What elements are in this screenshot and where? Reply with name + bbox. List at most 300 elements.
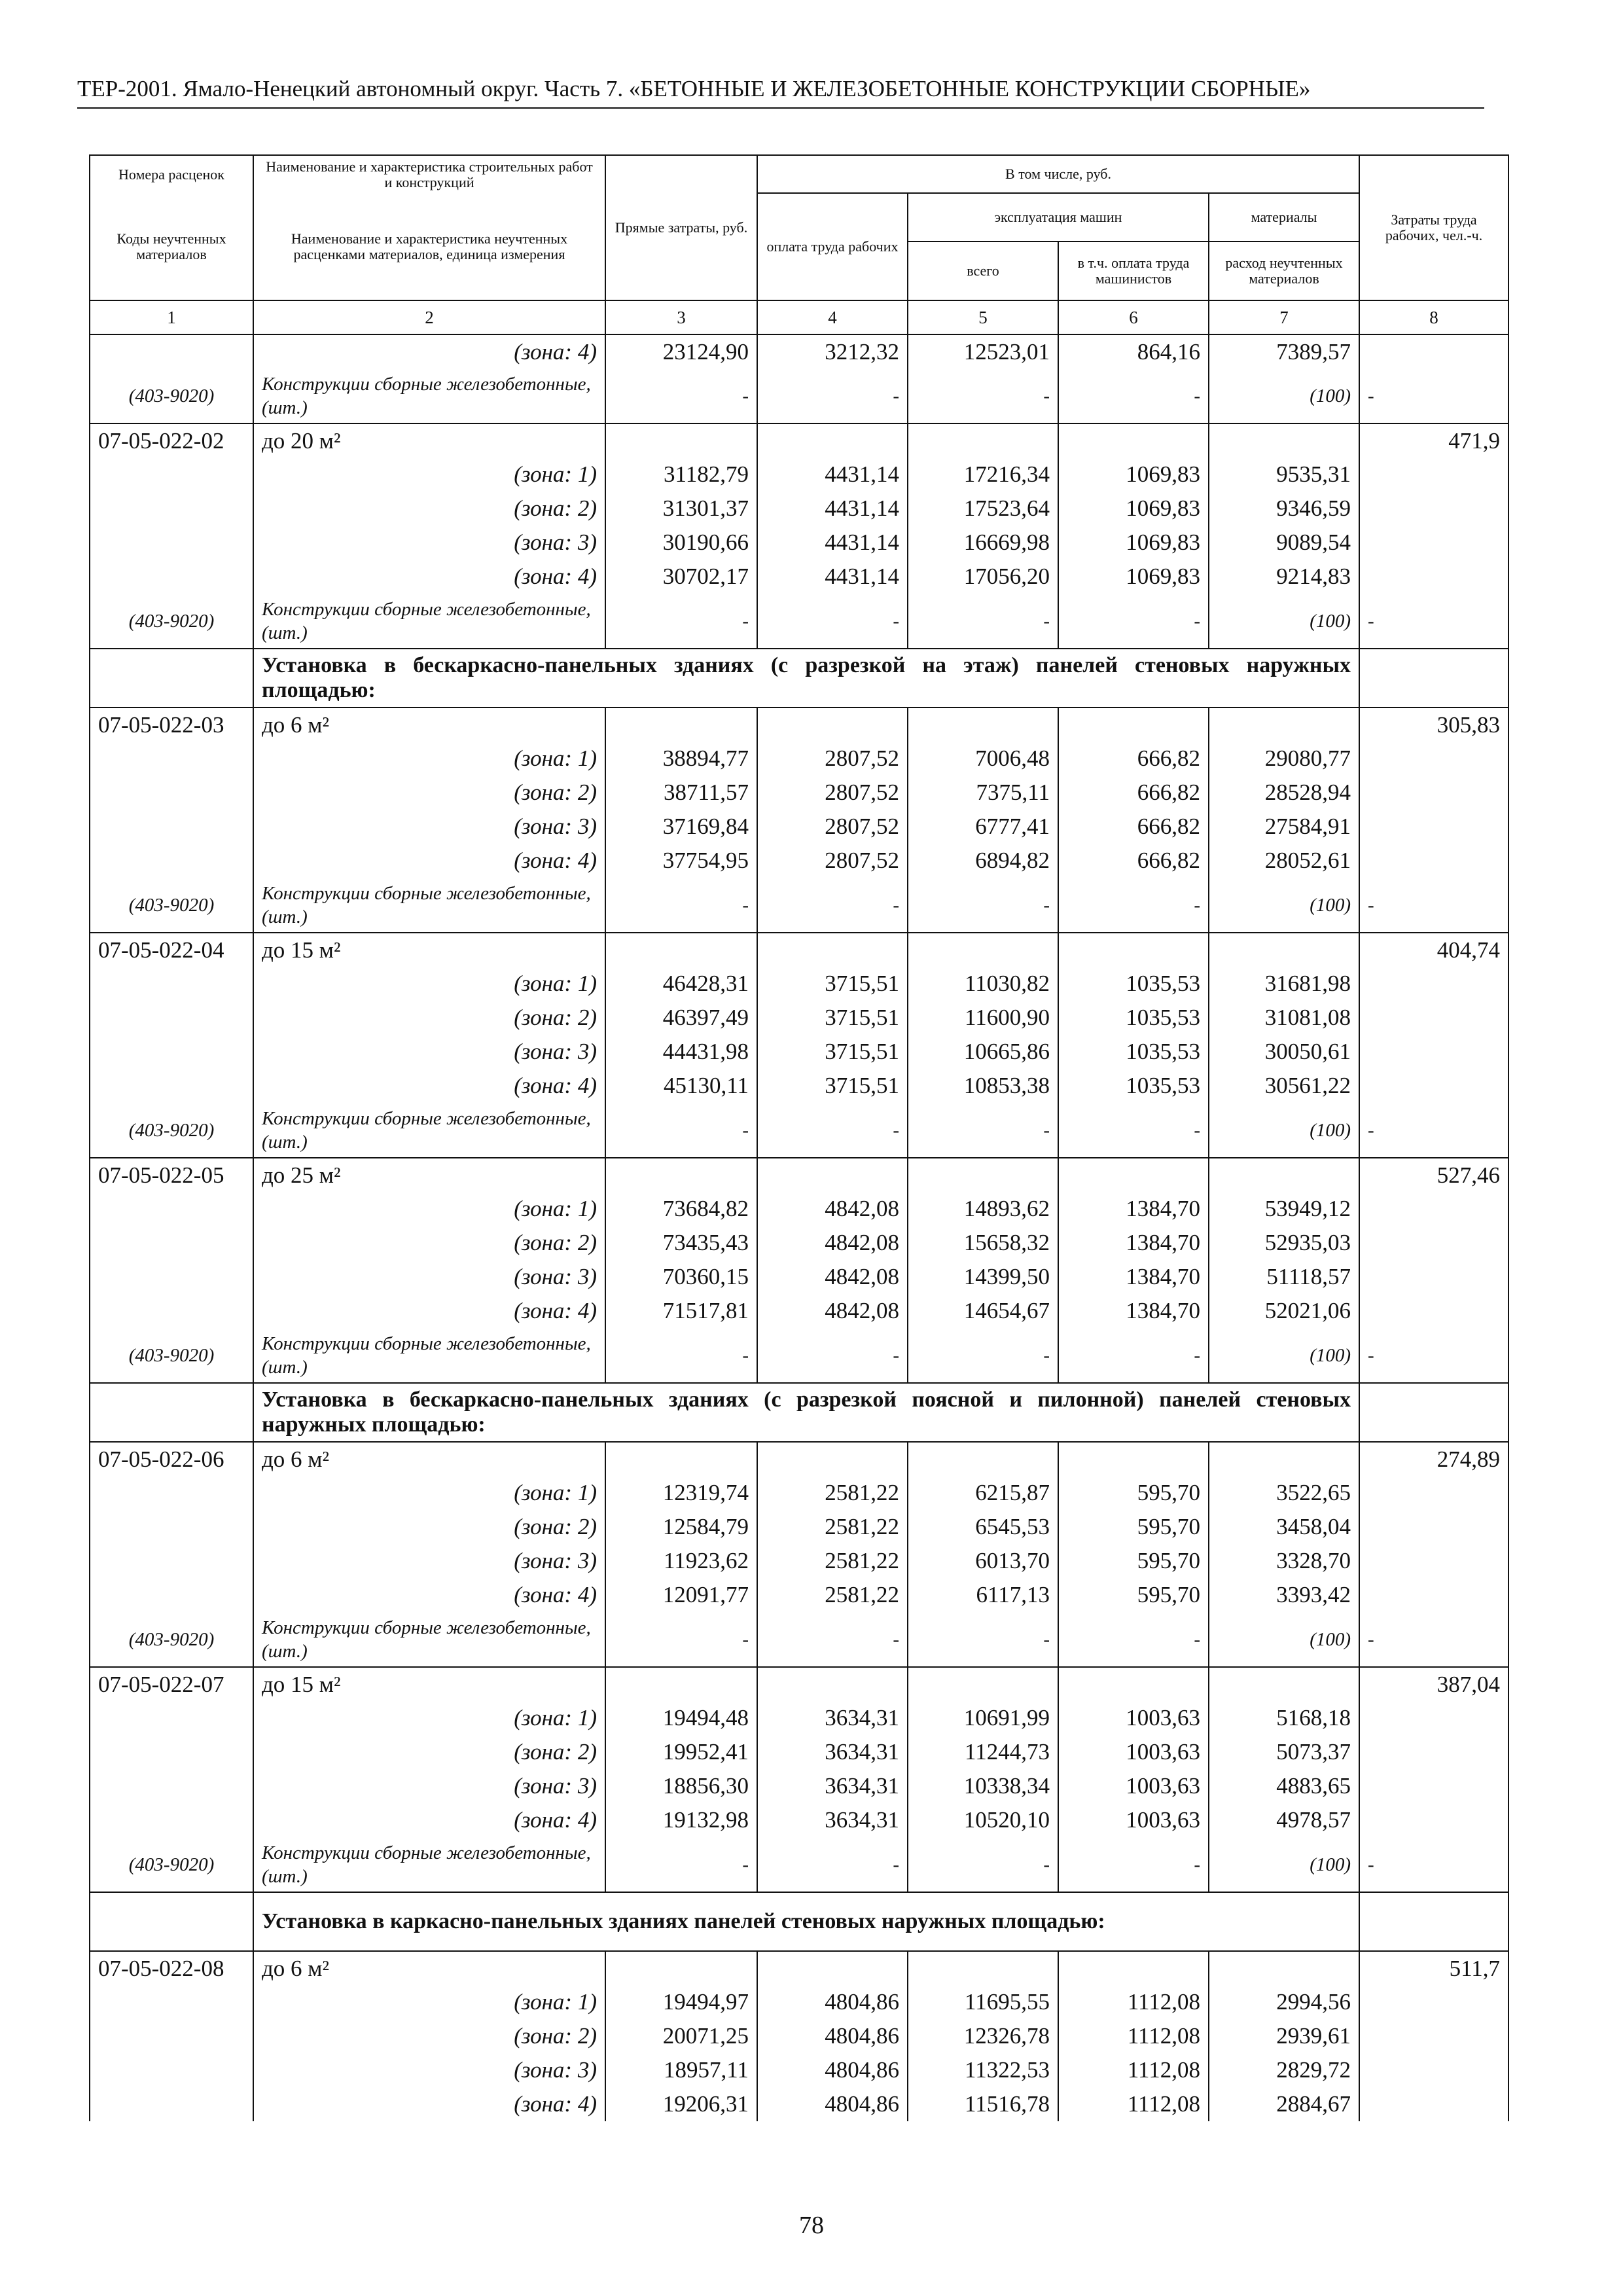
materials-header: материалы: [1209, 193, 1359, 242]
wages-value: 4804,86: [757, 2053, 908, 2087]
machinist-wages-value: 1112,08: [1058, 2087, 1209, 2121]
dash-cell: -: [1359, 1612, 1508, 1667]
zone-label: (зона: 3): [253, 1035, 605, 1069]
direct-costs-value: 37169,84: [605, 810, 757, 844]
materials-value: 53949,12: [1209, 1192, 1359, 1226]
dash-cell: -: [908, 594, 1058, 649]
dash-cell: -: [1359, 1103, 1508, 1158]
direct-costs-value: 44431,98: [605, 1035, 757, 1069]
material-name: Конструкции сборные железобетонные, (шт.): [253, 594, 605, 649]
machinist-wages-value: 595,70: [1058, 1476, 1209, 1510]
materials-value: 3393,42: [1209, 1578, 1359, 1612]
machines-value: 11030,82: [908, 967, 1058, 1001]
zone-row: [90, 967, 1508, 1001]
machinist-wages-value: 1384,70: [1058, 1226, 1209, 1260]
empty-cell: [908, 933, 1058, 967]
machinist-wages-value: 1035,53: [1058, 1035, 1209, 1069]
dash-cell: -: [1058, 368, 1209, 423]
empty-cell: [1359, 1069, 1508, 1103]
rate-name: до 6 м²: [253, 708, 605, 742]
labor-value: 305,83: [1359, 708, 1508, 742]
material-row: [90, 594, 1508, 649]
empty-cell: [1359, 1769, 1508, 1803]
direct-costs-value: 30702,17: [605, 560, 757, 594]
materials-value: 9346,59: [1209, 492, 1359, 526]
empty-cell: [757, 1158, 908, 1192]
dash-cell: -: [908, 1103, 1058, 1158]
materials-value: 27584,91: [1209, 810, 1359, 844]
machines-value: 14399,50: [908, 1260, 1058, 1294]
direct-costs-value: 31182,79: [605, 457, 757, 492]
col1-subheader: Коды неучтенных материалов: [90, 193, 253, 300]
machines-value: 15658,32: [908, 1226, 1058, 1260]
materials-value: 30050,61: [1209, 1035, 1359, 1069]
material-row: [90, 1837, 1508, 1892]
materials-value: 9214,83: [1209, 560, 1359, 594]
machines-value: 11516,78: [908, 2087, 1058, 2121]
zone-label: (зона: 4): [253, 334, 605, 368]
machinist-wages-value: 1003,63: [1058, 1735, 1209, 1769]
zone-row: [90, 1803, 1508, 1837]
machines-value: 6013,70: [908, 1544, 1058, 1578]
dash-cell: -: [1058, 1612, 1209, 1667]
empty-cell: [1058, 1951, 1209, 1985]
dash-cell: -: [1058, 1837, 1209, 1892]
machines-value: 10853,38: [908, 1069, 1058, 1103]
machines-value: 6894,82: [908, 844, 1058, 878]
empty-cell: [90, 2019, 253, 2053]
zone-label: (зона: 3): [253, 1544, 605, 1578]
material-amount: (100): [1209, 1837, 1359, 1892]
materials-value: 52021,06: [1209, 1294, 1359, 1328]
materials-value: 51118,57: [1209, 1260, 1359, 1294]
machines-value: 14893,62: [908, 1192, 1058, 1226]
materials-value: 2939,61: [1209, 2019, 1359, 2053]
rate-name: до 6 м²: [253, 1442, 605, 1476]
empty-cell: [90, 1803, 253, 1837]
wages-value: 4804,86: [757, 1985, 908, 2019]
rate-row: [90, 1667, 1508, 1701]
dash-cell: -: [605, 368, 757, 423]
machines-value: 7375,11: [908, 776, 1058, 810]
zone-label: (зона: 1): [253, 1701, 605, 1735]
machines-value: 11244,73: [908, 1735, 1058, 1769]
empty-cell: [1359, 457, 1508, 492]
unaccounted-materials-header: расход неучтенных материалов: [1209, 242, 1359, 300]
material-code: (403-9020): [90, 878, 253, 933]
dash-cell: -: [1058, 1328, 1209, 1383]
wages-value: 2807,52: [757, 844, 908, 878]
dash-cell: -: [1058, 594, 1209, 649]
empty-cell: [757, 1951, 908, 1985]
empty-cell: [90, 1001, 253, 1035]
dash-cell: -: [908, 1612, 1058, 1667]
materials-value: 28528,94: [1209, 776, 1359, 810]
col2-header: Наименование и характеристика строительных работ и конструкций: [253, 155, 605, 193]
material-amount: (100): [1209, 878, 1359, 933]
direct-costs-value: 37754,95: [605, 844, 757, 878]
zone-row: [90, 1294, 1508, 1328]
empty-cell: [1058, 1667, 1209, 1701]
col-number: 8: [1359, 300, 1508, 334]
zone-label: (зона: 4): [253, 1578, 605, 1612]
zone-label: (зона: 1): [253, 1192, 605, 1226]
materials-value: 5168,18: [1209, 1701, 1359, 1735]
empty-cell: [90, 457, 253, 492]
materials-value: 5073,37: [1209, 1735, 1359, 1769]
zone-row: [90, 1476, 1508, 1510]
material-row: [90, 878, 1508, 933]
empty-cell: [757, 423, 908, 457]
empty-cell: [757, 1667, 908, 1701]
zone-label: (зона: 2): [253, 1226, 605, 1260]
machinist-wages-value: 1035,53: [1058, 1069, 1209, 1103]
rate-code: 07-05-022-07: [90, 1667, 253, 1701]
direct-costs-value: 12319,74: [605, 1476, 757, 1510]
materials-value: 29080,77: [1209, 742, 1359, 776]
empty-cell: [1359, 1985, 1508, 2019]
wages-value: 3715,51: [757, 1035, 908, 1069]
wages-value: 2581,22: [757, 1578, 908, 1612]
empty-cell: [1359, 649, 1508, 708]
dash-cell: -: [605, 1612, 757, 1667]
empty-cell: [1359, 810, 1508, 844]
machinist-wages-value: 1069,83: [1058, 492, 1209, 526]
dash-cell: -: [605, 1103, 757, 1158]
zone-label: (зона: 2): [253, 2019, 605, 2053]
empty-cell: [908, 1442, 1058, 1476]
wages-value: 3634,31: [757, 1701, 908, 1735]
empty-cell: [90, 1226, 253, 1260]
zone-row: [90, 1985, 1508, 2019]
empty-cell: [605, 933, 757, 967]
empty-cell: [1058, 1442, 1209, 1476]
materials-value: 30561,22: [1209, 1069, 1359, 1103]
zone-row: [90, 1001, 1508, 1035]
zone-label: (зона: 3): [253, 1769, 605, 1803]
material-name: Конструкции сборные железобетонные, (шт.): [253, 1103, 605, 1158]
dash-cell: -: [1058, 1103, 1209, 1158]
rate-row: [90, 1951, 1508, 1985]
rate-code: 07-05-022-05: [90, 1158, 253, 1192]
empty-cell: [90, 1735, 253, 1769]
material-name: Конструкции сборные железобетонные, (шт.): [253, 368, 605, 423]
wages-value: 3634,31: [757, 1735, 908, 1769]
materials-value: 3522,65: [1209, 1476, 1359, 1510]
materials-value: 7389,57: [1209, 334, 1359, 368]
zone-label: (зона: 4): [253, 2087, 605, 2121]
material-amount: (100): [1209, 1103, 1359, 1158]
direct-costs-value: 30190,66: [605, 526, 757, 560]
machines-value: 6545,53: [908, 1510, 1058, 1544]
labor-value: 511,7: [1359, 1951, 1508, 1985]
zone-row: [90, 2019, 1508, 2053]
material-amount: (100): [1209, 1612, 1359, 1667]
rate-row: [90, 423, 1508, 457]
direct-costs-value: 31301,37: [605, 492, 757, 526]
empty-cell: [1359, 1892, 1508, 1951]
empty-cell: [90, 492, 253, 526]
wages-value: 4804,86: [757, 2087, 908, 2121]
machinist-wages-value: 1112,08: [1058, 2019, 1209, 2053]
zone-row: [90, 492, 1508, 526]
direct-costs-value: 71517,81: [605, 1294, 757, 1328]
direct-costs-value: 23124,90: [605, 334, 757, 368]
empty-cell: [1359, 526, 1508, 560]
empty-cell: [1359, 967, 1508, 1001]
table-body: [90, 334, 1508, 2121]
direct-costs-value: 19494,97: [605, 1985, 757, 2019]
empty-cell: [90, 776, 253, 810]
empty-cell: [1359, 2087, 1508, 2121]
direct-costs-value: 19132,98: [605, 1803, 757, 1837]
rate-name: до 25 м²: [253, 1158, 605, 1192]
empty-cell: [1359, 1035, 1508, 1069]
zone-row: [90, 1769, 1508, 1803]
rate-code: 07-05-022-04: [90, 933, 253, 967]
wages-value: 3634,31: [757, 1769, 908, 1803]
empty-cell: [908, 423, 1058, 457]
dash-cell: -: [605, 878, 757, 933]
wages-value: 2581,22: [757, 1476, 908, 1510]
empty-cell: [1359, 1383, 1508, 1442]
machinist-wages-value: 666,82: [1058, 810, 1209, 844]
zone-row: [90, 560, 1508, 594]
zone-row: [90, 1260, 1508, 1294]
empty-cell: [90, 2053, 253, 2087]
machines-value: 6117,13: [908, 1578, 1058, 1612]
empty-cell: [90, 1383, 253, 1442]
materials-value: 2994,56: [1209, 1985, 1359, 2019]
direct-costs-value: 18856,30: [605, 1769, 757, 1803]
empty-cell: [90, 1476, 253, 1510]
empty-cell: [90, 1892, 253, 1951]
empty-cell: [908, 1951, 1058, 1985]
material-row: [90, 1103, 1508, 1158]
zone-row: [90, 1544, 1508, 1578]
rate-code: 07-05-022-08: [90, 1951, 253, 1985]
empty-cell: [90, 742, 253, 776]
zone-label: (зона: 3): [253, 810, 605, 844]
empty-cell: [90, 1544, 253, 1578]
zone-row: [90, 1701, 1508, 1735]
col-number: 4: [757, 300, 908, 334]
rates-table: [89, 154, 1509, 2121]
machines-value: 17216,34: [908, 457, 1058, 492]
dash-cell: -: [605, 594, 757, 649]
section-title: Установка в каркасно-панельных зданиях панелей стеновых наружных площадью:: [253, 1892, 1359, 1951]
rate-name: до 6 м²: [253, 1951, 605, 1985]
materials-value: 2884,67: [1209, 2087, 1359, 2121]
dash-cell: -: [1359, 1328, 1508, 1383]
zone-label: (зона: 2): [253, 776, 605, 810]
dash-cell: -: [757, 1103, 908, 1158]
col-number: 5: [908, 300, 1058, 334]
machinist-wages-value: 595,70: [1058, 1544, 1209, 1578]
empty-cell: [1209, 1158, 1359, 1192]
empty-cell: [90, 1192, 253, 1226]
dash-cell: -: [757, 594, 908, 649]
materials-value: 52935,03: [1209, 1226, 1359, 1260]
wages-value: 2807,52: [757, 776, 908, 810]
machines-value: 7006,48: [908, 742, 1058, 776]
empty-cell: [1209, 423, 1359, 457]
materials-value: 2829,72: [1209, 2053, 1359, 2087]
empty-cell: [757, 933, 908, 967]
direct-costs-value: 19494,48: [605, 1701, 757, 1735]
materials-value: 28052,61: [1209, 844, 1359, 878]
machines-value: 17523,64: [908, 492, 1058, 526]
direct-costs-value: 38894,77: [605, 742, 757, 776]
empty-cell: [605, 1442, 757, 1476]
labor-costs-header: Затраты труда рабочих, чел.-ч.: [1359, 155, 1508, 300]
direct-costs-value: 45130,11: [605, 1069, 757, 1103]
empty-cell: [1058, 708, 1209, 742]
zone-label: (зона: 2): [253, 1735, 605, 1769]
wages-value: 4842,08: [757, 1260, 908, 1294]
section-title-row: [90, 649, 1508, 708]
machinist-wages-value: 1069,83: [1058, 457, 1209, 492]
empty-cell: [1359, 1476, 1508, 1510]
zone-label: (зона: 2): [253, 1510, 605, 1544]
machinist-wages-value: 1112,08: [1058, 1985, 1209, 2019]
empty-cell: [605, 708, 757, 742]
zone-row: [90, 742, 1508, 776]
empty-cell: [1359, 1260, 1508, 1294]
direct-costs-value: 19206,31: [605, 2087, 757, 2121]
empty-cell: [1209, 708, 1359, 742]
wages-value: 3634,31: [757, 1803, 908, 1837]
direct-costs-value: 73684,82: [605, 1192, 757, 1226]
material-row: [90, 368, 1508, 423]
empty-cell: [90, 1035, 253, 1069]
rate-name: до 15 м²: [253, 1667, 605, 1701]
material-code: (403-9020): [90, 368, 253, 423]
page-header: ТЕР-2001. Ямало-Ненецкий автономный округ. Часть 7. «БЕТОННЫЕ И ЖЕЛЕЗОБЕТОННЫЕ КОНСТРУКЦИИ СБОРНЫЕ»: [77, 73, 1484, 109]
zone-row: [90, 1735, 1508, 1769]
dash-cell: -: [605, 1328, 757, 1383]
empty-cell: [1058, 1158, 1209, 1192]
material-code: (403-9020): [90, 594, 253, 649]
machines-value: 12523,01: [908, 334, 1058, 368]
labor-value: 527,46: [1359, 1158, 1508, 1192]
empty-cell: [605, 1951, 757, 1985]
empty-cell: [1359, 334, 1508, 368]
zone-label: (зона: 4): [253, 1294, 605, 1328]
machinist-wages-value: 1384,70: [1058, 1192, 1209, 1226]
empty-cell: [90, 1578, 253, 1612]
dash-cell: -: [908, 1837, 1058, 1892]
zone-label: (зона: 1): [253, 967, 605, 1001]
zone-label: (зона: 1): [253, 1985, 605, 2019]
wages-value: 2807,52: [757, 810, 908, 844]
labor-value: 387,04: [1359, 1667, 1508, 1701]
materials-value: 3458,04: [1209, 1510, 1359, 1544]
dash-cell: -: [1058, 878, 1209, 933]
machinist-wages-value: 1069,83: [1058, 560, 1209, 594]
empty-cell: [1359, 742, 1508, 776]
direct-costs-value: 18957,11: [605, 2053, 757, 2087]
col1-header: Номера расценок: [90, 155, 253, 193]
col-number: 7: [1209, 300, 1359, 334]
zone-row: [90, 457, 1508, 492]
machines-value: 12326,78: [908, 2019, 1058, 2053]
dash-cell: -: [1359, 368, 1508, 423]
empty-cell: [605, 1158, 757, 1192]
zone-label: (зона: 2): [253, 492, 605, 526]
col-number: 1: [90, 300, 253, 334]
zone-row: [90, 1578, 1508, 1612]
machinist-wages-value: 595,70: [1058, 1578, 1209, 1612]
zone-row: [90, 2053, 1508, 2087]
zone-row: [90, 1192, 1508, 1226]
direct-costs-header: Прямые затраты, руб.: [605, 155, 757, 300]
empty-cell: [1359, 776, 1508, 810]
rate-name: до 15 м²: [253, 933, 605, 967]
empty-cell: [1359, 2053, 1508, 2087]
zone-label: (зона: 3): [253, 1260, 605, 1294]
labor-value: 274,89: [1359, 1442, 1508, 1476]
labor-value: 471,9: [1359, 423, 1508, 457]
direct-costs-value: 73435,43: [605, 1226, 757, 1260]
empty-cell: [90, 844, 253, 878]
empty-cell: [90, 526, 253, 560]
zone-label: (зона: 1): [253, 1476, 605, 1510]
empty-cell: [1359, 1510, 1508, 1544]
empty-cell: [90, 2087, 253, 2121]
empty-cell: [1359, 1803, 1508, 1837]
empty-cell: [1359, 492, 1508, 526]
machinist-wages-value: 1112,08: [1058, 2053, 1209, 2087]
empty-cell: [90, 1701, 253, 1735]
rate-row: [90, 1158, 1508, 1192]
direct-costs-value: 46397,49: [605, 1001, 757, 1035]
dash-cell: -: [908, 368, 1058, 423]
empty-cell: [1359, 1701, 1508, 1735]
empty-cell: [1359, 1578, 1508, 1612]
page-number: 78: [799, 2212, 824, 2239]
empty-cell: [605, 1667, 757, 1701]
empty-cell: [1209, 1667, 1359, 1701]
zone-label: (зона: 4): [253, 1069, 605, 1103]
zone-row: [90, 1035, 1508, 1069]
dash-cell: -: [757, 1837, 908, 1892]
material-code: (403-9020): [90, 1328, 253, 1383]
empty-cell: [90, 560, 253, 594]
machines-value: 16669,98: [908, 526, 1058, 560]
direct-costs-value: 70360,15: [605, 1260, 757, 1294]
section-title: Установка в бескаркасно-панельных зданиях (с разрезкой поясной и пилонной) панелей стеновых наружных площадью:: [253, 1383, 1359, 1442]
dash-cell: -: [1359, 878, 1508, 933]
zone-row: [90, 1226, 1508, 1260]
machinist-wages-value: 1035,53: [1058, 1001, 1209, 1035]
empty-cell: [757, 1442, 908, 1476]
rate-code: 07-05-022-06: [90, 1442, 253, 1476]
machines-header: эксплуатация машин: [908, 193, 1209, 242]
machines-value: 11695,55: [908, 1985, 1058, 2019]
materials-value: 4883,65: [1209, 1769, 1359, 1803]
dash-cell: -: [908, 878, 1058, 933]
empty-cell: [1058, 423, 1209, 457]
empty-cell: [605, 423, 757, 457]
wages-value: 4431,14: [757, 492, 908, 526]
zone-label: (зона: 1): [253, 457, 605, 492]
material-name: Конструкции сборные железобетонные, (шт.): [253, 1328, 605, 1383]
empty-cell: [90, 649, 253, 708]
wages-value: 3212,32: [757, 334, 908, 368]
zone-row: [90, 810, 1508, 844]
empty-cell: [1058, 933, 1209, 967]
